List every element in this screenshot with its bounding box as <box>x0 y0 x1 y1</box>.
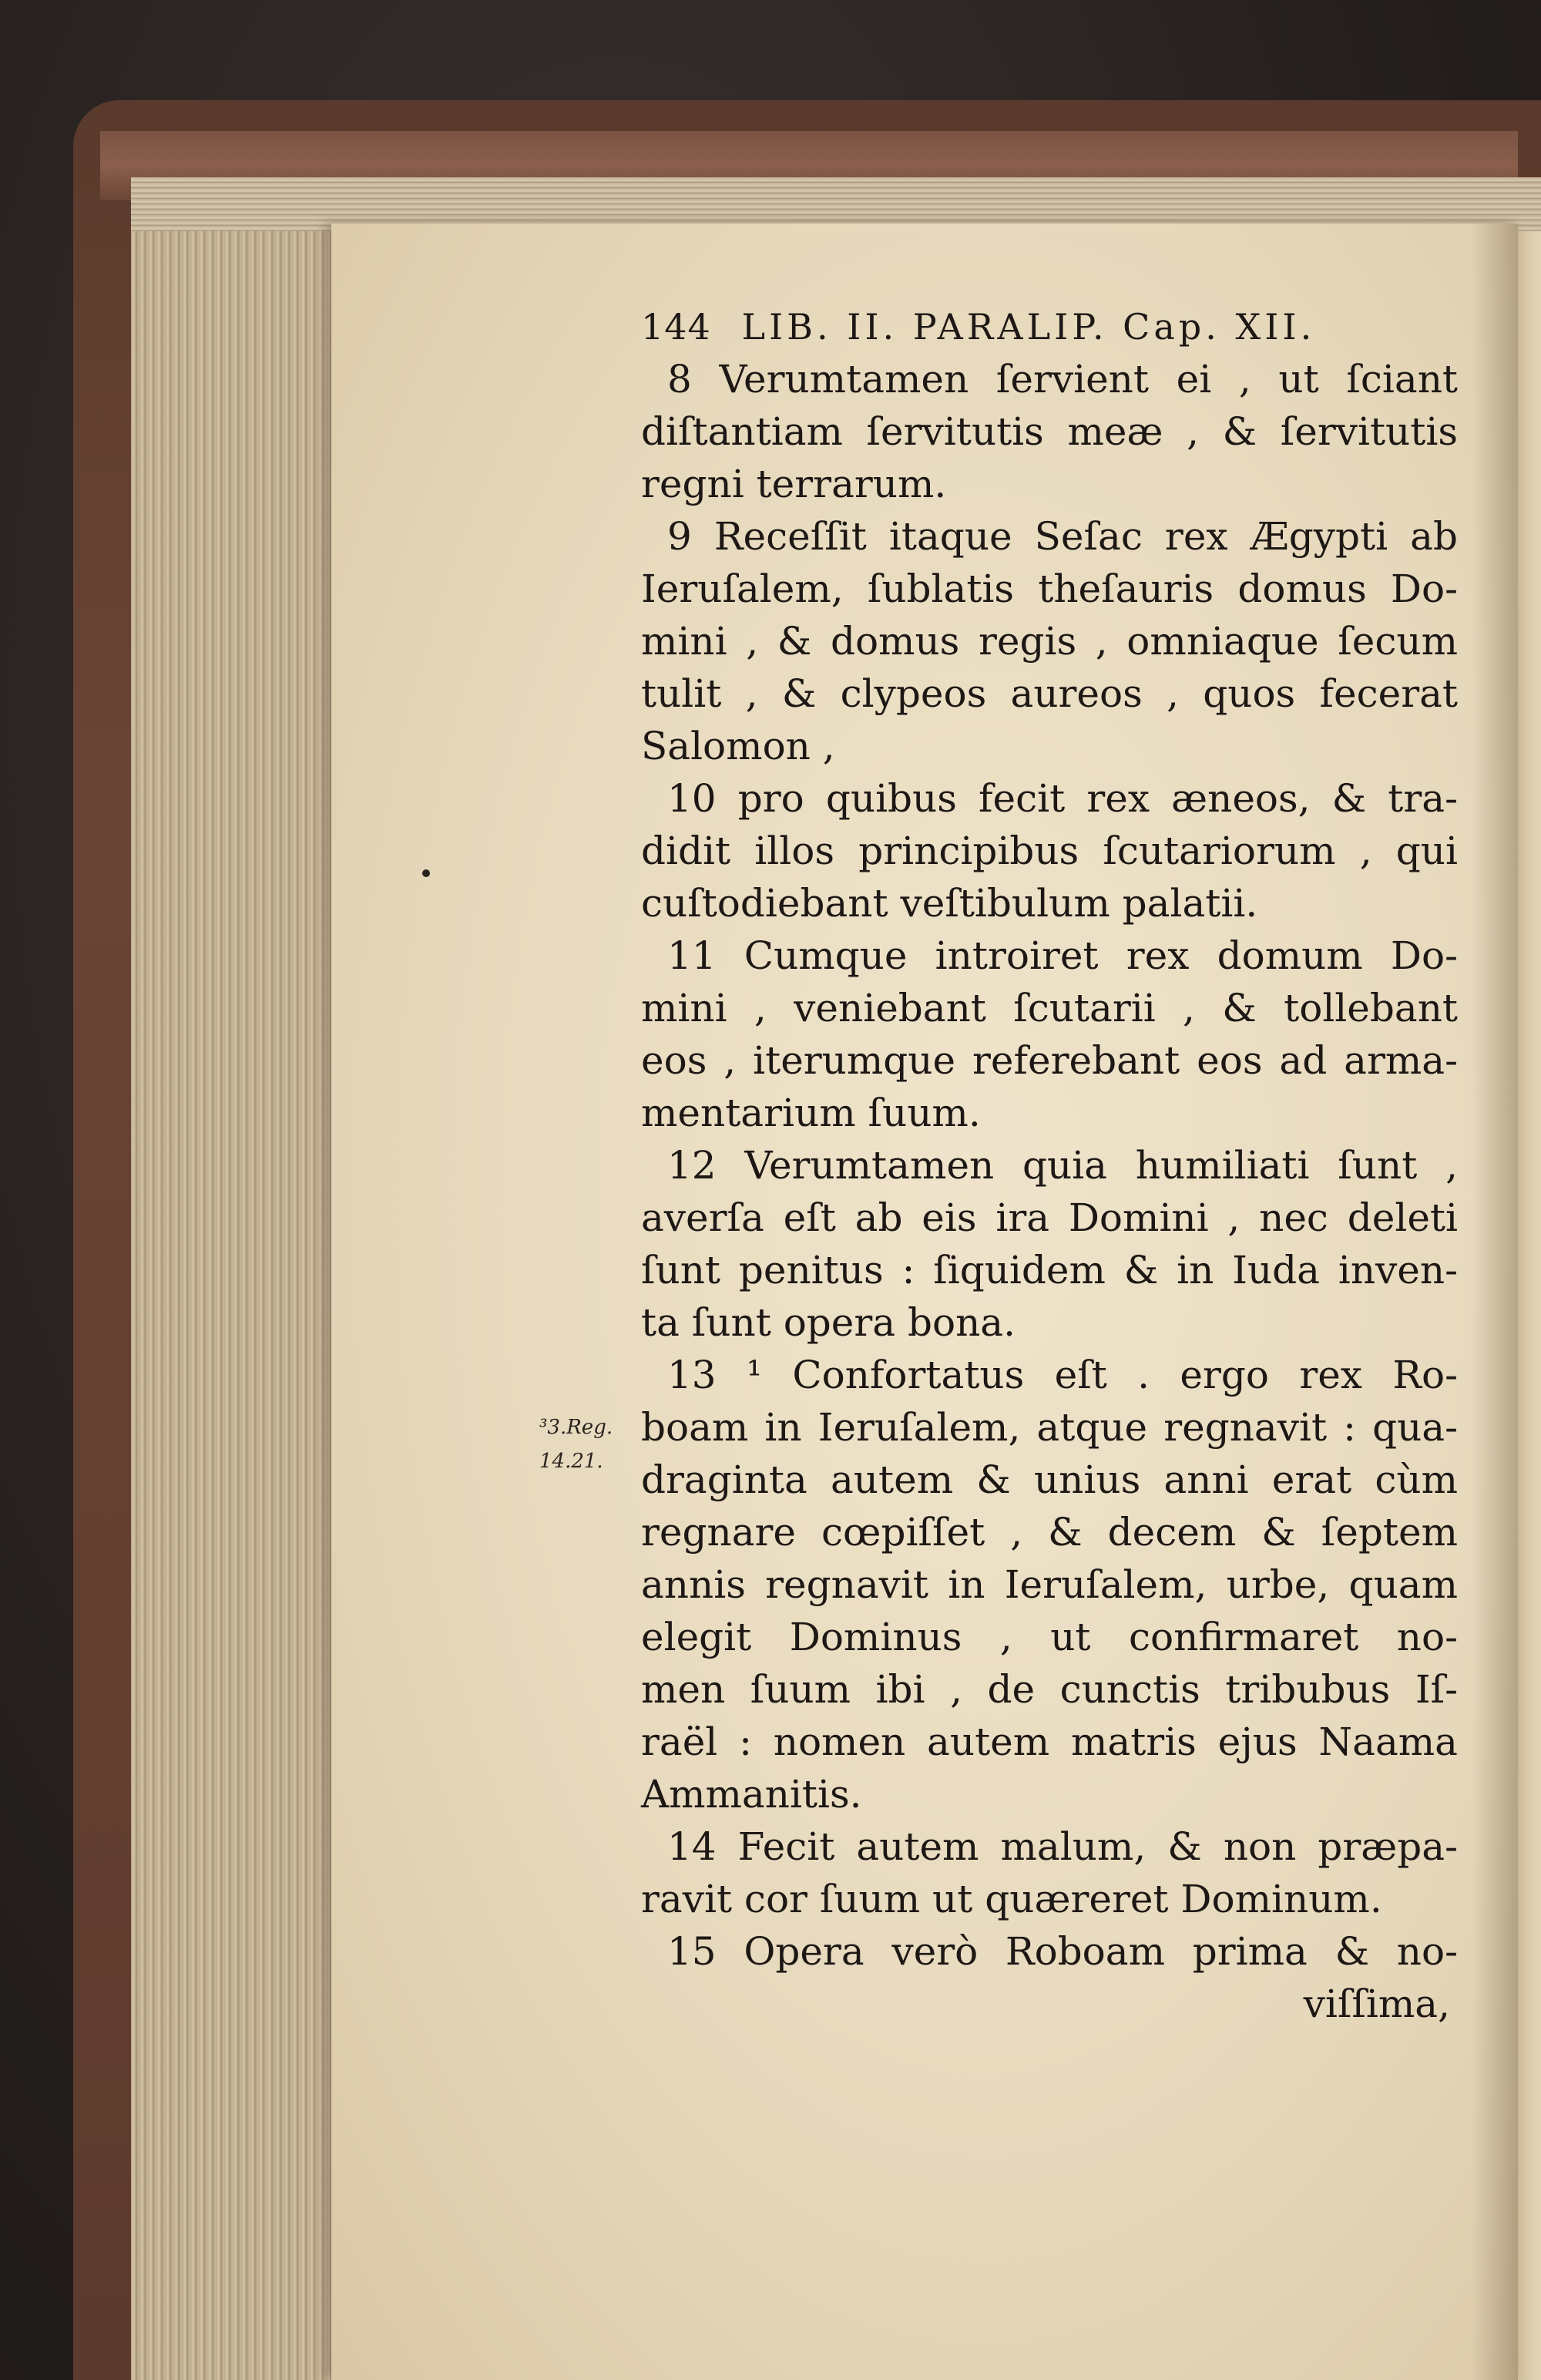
text-line: draginta autem & unius anni erat cùm <box>641 1457 1458 1502</box>
text-line: Salomon , <box>641 724 835 768</box>
text-line: 8 Verumtamen ſervient ei , ut ſciant <box>667 357 1458 402</box>
text-line: raël : nomen autem matris ejus Naama <box>641 1719 1458 1764</box>
text-line: ta ſunt opera bona. <box>641 1300 1016 1345</box>
text-line: 13 ¹ Confortatus eſt . ergo rex Ro- <box>667 1353 1458 1397</box>
text-line: annis regnavit in Ieruſalem, urbe, quam <box>641 1562 1458 1607</box>
margin-reference <box>539 1414 613 1474</box>
margin-reference-line-1: ³3.Reg. <box>539 1416 613 1439</box>
text-line: 9 Receſſit itaque Seſac rex Ægypti ab <box>667 514 1458 559</box>
text-line: Ieruſalem, ſublatis theſauris domus Do- <box>641 566 1458 611</box>
running-title: LIB. II. PARALIP. Cap. XII. <box>741 306 1316 348</box>
text-line: 15 Opera verò Roboam prima & no- <box>667 1929 1458 1974</box>
text-line: boam in Ieruſalem, atque regnavit : qua- <box>641 1405 1458 1450</box>
text-line: Ammanitis. <box>641 1772 862 1817</box>
text-block <box>641 301 1458 2030</box>
text-line: elegit Dominus , ut confirmaret no- <box>641 1615 1458 1659</box>
page-stack-edge <box>131 177 339 2380</box>
text-line: 12 Verumtamen quia humiliati ſunt , <box>667 1143 1458 1188</box>
text-line: regnare cœpiſſet , & decem & ſeptem <box>641 1510 1458 1555</box>
margin-reference-line-2: 14.21. <box>539 1450 603 1473</box>
text-line: 11 Cumque introiret rex domum Do- <box>667 933 1458 978</box>
text-line: mentarium ſuum. <box>641 1091 981 1135</box>
text-line: 14 Fecit autem malum, & non præpa- <box>667 1824 1458 1869</box>
gutter-shadow <box>1472 224 1518 2380</box>
text-line: averſa eſt ab eis ira Domini , nec deleti <box>641 1195 1458 1240</box>
catchword: viſſima, <box>1303 1982 1450 2026</box>
text-line: mini , veniebant ſcutarii , & tollebant <box>641 986 1458 1030</box>
text-line: eos , iterumque referebant eos ad arma- <box>641 1038 1458 1083</box>
text-line: ravit cor ſuum ut quæreret Dominum. <box>641 1877 1382 1921</box>
running-header <box>641 301 1458 353</box>
text-line: diſtantiam ſervitutis meæ , & ſervitutis <box>641 409 1458 454</box>
text-line: 10 pro quibus fecit rex æneos, & tra- <box>667 776 1458 821</box>
text-line: men ſuum ibi , de cunctis tribubus Iſ- <box>641 1667 1458 1712</box>
text-line: cuſtodiebant veſtibulum palatii. <box>641 881 1258 926</box>
text-line: tulit , & clypeos aureos , quos fecerat <box>641 671 1458 716</box>
text-line: regni terrarum. <box>641 462 947 506</box>
text-line: didit illos principibus ſcutariorum , qui <box>641 829 1458 873</box>
text-line: ſunt penitus : ſiquidem & in Iuda inven- <box>641 1248 1458 1293</box>
ink-speck <box>422 869 430 877</box>
text-line: mini , & domus regis , omniaque ſecum <box>641 619 1458 664</box>
page-number: 144 <box>641 306 711 348</box>
